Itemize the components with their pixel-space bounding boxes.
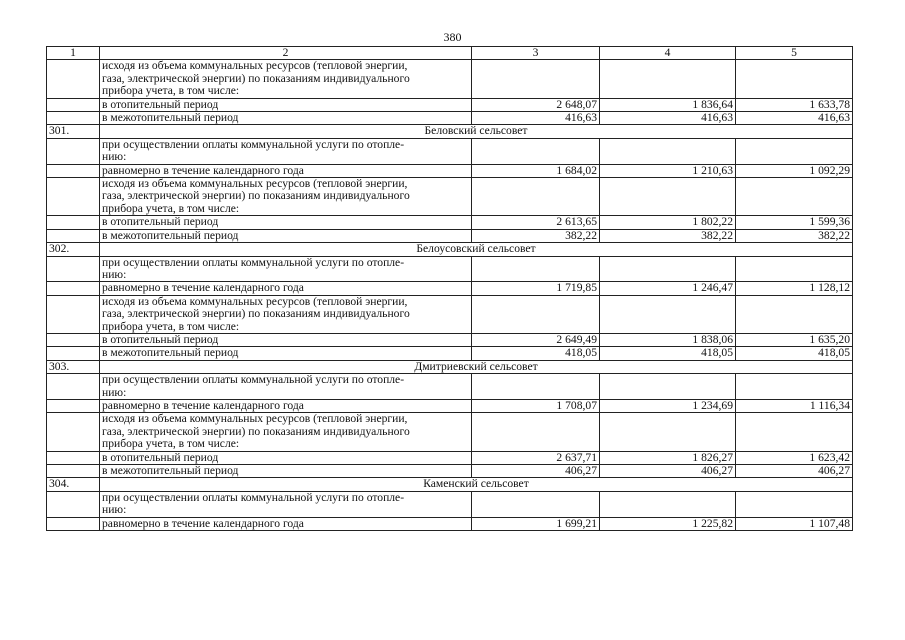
description-line: прибора учета, в том числе: [102,84,240,98]
row-label: в межотопительный период [100,112,472,125]
section-row [47,243,853,256]
table-row [47,112,853,125]
description-cell [100,374,472,400]
description-line: прибора учета, в том числе: [102,437,240,451]
value-col-5: 1 623,42 [736,451,853,464]
row-label: равномерно в течение календарного года [100,282,472,295]
description-cell [100,295,472,333]
value-col-3: 406,27 [472,465,600,478]
description-row [47,138,853,164]
table-row [47,517,853,530]
value-col-4: 1 246,47 [600,282,736,295]
value-cell [472,256,600,282]
value-col-3: 2 613,65 [472,216,600,229]
index-cell [47,517,100,530]
section-title: Каменский сельсовет [100,478,853,491]
row-label: в отопительный период [100,333,472,346]
table-row [47,347,853,360]
row-label: в межотопительный период [100,347,472,360]
description-row [47,295,853,333]
section-title: Белоусовский сельсовет [100,243,853,256]
page-number: 380 [443,30,462,44]
value-col-5: 1 128,12 [736,282,853,295]
table-row [47,465,853,478]
description-row [47,491,853,517]
index-cell [47,413,100,451]
description-line: исходя из объема коммунальных ресурсов (тепловой энергии, [102,59,408,73]
value-col-5: 1 633,78 [736,98,853,111]
table-row [47,451,853,464]
index-cell [47,60,100,98]
value-col-4: 1 234,69 [600,399,736,412]
value-cell [472,60,600,98]
section-row [47,478,853,491]
index-cell [47,282,100,295]
row-label: равномерно в течение календарного года [100,517,472,530]
value-col-4: 1 826,27 [600,451,736,464]
description-cell [100,413,472,451]
section-title: Беловский сельсовет [100,125,853,138]
value-col-4: 1 802,22 [600,216,736,229]
value-cell [600,60,736,98]
index-cell [47,465,100,478]
index-cell [47,98,100,111]
value-cell [736,413,853,451]
column-number-row [47,47,853,60]
description-line: прибора учета, в том числе: [102,201,240,215]
index-cell [47,399,100,412]
description-line: при осуществлении оплаты коммунальной услуги по отопле- [102,491,405,504]
row-label: в отопительный период [100,451,472,464]
row-label: в отопительный период [100,98,472,111]
description-line: газа, электрической энергии) по показаниям индивидуального [102,424,410,438]
table-row [47,98,853,111]
description-row [47,413,853,451]
value-col-4: 1 225,82 [600,517,736,530]
description-row [47,374,853,400]
tariff-table [46,46,853,531]
value-col-3: 1 719,85 [472,282,600,295]
value-col-5: 1 092,29 [736,164,853,177]
section-number: 302. [47,243,100,256]
value-cell [600,413,736,451]
section-number: 303. [47,360,100,373]
column-header: 5 [736,47,853,60]
index-cell [47,112,100,125]
description-cell [100,138,472,164]
value-col-3: 382,22 [472,229,600,242]
column-header: 2 [100,47,472,60]
value-col-5: 1 599,36 [736,216,853,229]
table-row [47,333,853,346]
table-body [47,60,853,531]
description-row [47,256,853,282]
description-line: газа, электрической энергии) по показаниям индивидуального [102,189,410,203]
description-line: нию: [102,267,127,281]
value-col-5: 382,22 [736,229,853,242]
value-col-3: 2 648,07 [472,98,600,111]
value-cell [600,374,736,400]
value-cell [472,178,600,216]
value-col-5: 1 107,48 [736,517,853,530]
description-line: исходя из объема коммунальных ресурсов (тепловой энергии, [102,295,408,308]
value-col-3: 1 708,07 [472,399,600,412]
description-line: исходя из объема коммунальных ресурсов (тепловой энергии, [102,177,408,191]
index-cell [47,138,100,164]
row-label: в отопительный период [100,216,472,229]
value-col-3: 2 649,49 [472,333,600,346]
value-cell [736,138,853,164]
index-cell [47,216,100,229]
description-row [47,60,853,98]
value-col-4: 406,27 [600,465,736,478]
description-line: при осуществлении оплаты коммунальной услуги по отопле- [102,256,405,269]
value-col-3: 1 699,21 [472,517,600,530]
section-row [47,125,853,138]
value-col-4: 1 838,06 [600,333,736,346]
value-col-4: 1 210,63 [600,164,736,177]
index-cell [47,229,100,242]
table-row [47,282,853,295]
row-label: в межотопительный период [100,229,472,242]
value-cell [600,178,736,216]
description-line: нию: [102,150,127,164]
description-cell [100,60,472,98]
value-cell [472,138,600,164]
description-line: исходя из объема коммунальных ресурсов (тепловой энергии, [102,412,408,426]
index-cell [47,374,100,400]
index-cell [47,491,100,517]
description-line: прибора учета, в том числе: [102,319,240,333]
description-row [47,178,853,216]
description-line: при осуществлении оплаты коммунальной услуги по отопле- [102,138,405,151]
column-header: 3 [472,47,600,60]
description-line: нию: [102,385,127,399]
value-col-3: 1 684,02 [472,164,600,177]
value-cell [472,374,600,400]
table-row [47,229,853,242]
table-row [47,216,853,229]
value-cell [736,256,853,282]
description-cell [100,256,472,282]
column-header: 4 [600,47,736,60]
value-cell [472,413,600,451]
value-col-4: 418,05 [600,347,736,360]
index-cell [47,178,100,216]
description-cell [100,178,472,216]
value-cell [600,138,736,164]
value-cell [472,491,600,517]
section-title: Дмитриевский сельсовет [100,360,853,373]
value-col-5: 406,27 [736,465,853,478]
table-row [47,399,853,412]
value-col-5: 416,63 [736,112,853,125]
column-header: 1 [47,47,100,60]
value-col-3: 418,05 [472,347,600,360]
value-cell [600,491,736,517]
value-col-4: 382,22 [600,229,736,242]
row-label: равномерно в течение календарного года [100,399,472,412]
value-col-5: 1 635,20 [736,333,853,346]
value-col-5: 418,05 [736,347,853,360]
index-cell [47,256,100,282]
value-cell [600,295,736,333]
description-line: газа, электрической энергии) по показаниям индивидуального [102,307,410,321]
row-label: в межотопительный период [100,465,472,478]
description-line: при осуществлении оплаты коммунальной услуги по отопле- [102,373,405,387]
section-number: 304. [47,478,100,491]
description-line: нию: [102,503,127,517]
section-number: 301. [47,125,100,138]
value-col-4: 1 836,64 [600,98,736,111]
index-cell [47,347,100,360]
value-col-3: 416,63 [472,112,600,125]
value-col-3: 2 637,71 [472,451,600,464]
index-cell [47,333,100,346]
description-cell [100,491,472,517]
row-label: равномерно в течение календарного года [100,164,472,177]
table-row [47,164,853,177]
value-cell [736,491,853,517]
value-cell [472,295,600,333]
section-row [47,360,853,373]
value-col-5: 1 116,34 [736,399,853,412]
value-col-4: 416,63 [600,112,736,125]
description-line: газа, электрической энергии) по показаниям индивидуального [102,71,410,85]
value-cell [736,374,853,400]
value-cell [600,256,736,282]
value-cell [736,295,853,333]
index-cell [47,451,100,464]
index-cell [47,164,100,177]
value-cell [736,178,853,216]
value-cell [736,60,853,98]
index-cell [47,295,100,333]
